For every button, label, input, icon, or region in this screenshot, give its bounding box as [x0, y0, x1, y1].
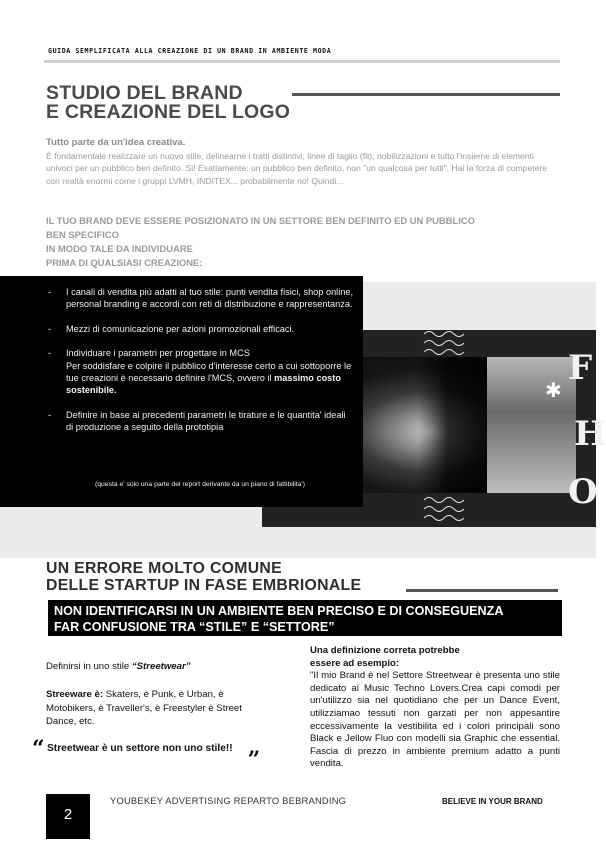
header-divider — [44, 60, 560, 63]
example-heading-2: essere ad esempio: — [310, 657, 400, 669]
positioning-line-1: IL TUO BRAND DEVE ESSERE POSIZIONATO IN UN SETTORE BEN DEFINITO ED UN PUBBLICO — [46, 215, 475, 226]
page-number: 2 — [63, 806, 73, 823]
requirement-item — [48, 347, 354, 397]
intro-heading: Tutto parte da un'idea creativa. — [46, 137, 186, 148]
example-body: "Il mio Brand è nel Settore Streetwear è presenta uno stile dedicato ai Music Techno Lovers.Crea capi comodi per un'utilizzo sia nel quotidiano che per un Dance Event, utilizziamao tessuti non garzati per non appesantire eccessivamente la vestibilita ed i colori principali sono Black e Jellow Fluo con modelli sia Graphic che essential. Fascia di prezzo in ambiente premium adatto a punti vendita. — [310, 670, 560, 770]
bullet-marker: - — [48, 323, 52, 334]
positioning-line-2: BEN SPECIFICO — [46, 229, 119, 240]
banner-line-2: FAR CONFUSIONE TRA “STILE” E “SETTORE” — [54, 620, 335, 634]
requirement-item — [48, 409, 354, 434]
requirement-item — [48, 286, 354, 311]
requirement-text: Mezzi di comunicazione per azioni promozionali efficaci. — [66, 323, 295, 334]
streetwear-description — [46, 688, 266, 729]
logo-letter-f: F — [568, 348, 593, 388]
requirement-text: I canali di vendita più adatti al tuo stile: punti vendita fisici, shop online, personal branding e accordi con reti di distribuzione e rappresentanza. — [66, 287, 354, 310]
positioning-line-4: PRIMA DI QUALSIASI CREAZIONE: — [46, 257, 203, 268]
bullet-marker: - — [48, 409, 52, 420]
footer-slogan: BELIEVE IN YOUR BRAND — [442, 797, 543, 806]
example-heading-1: Una definizione correta potrebbe — [310, 645, 460, 656]
section-title-line-1: UN ERRORE MOLTO COMUNE — [46, 560, 282, 577]
style-name: “Streetwear” — [131, 661, 191, 672]
model-photo-hair — [418, 357, 490, 493]
page-title — [46, 84, 290, 122]
asterisk-icon: ✱ — [545, 380, 562, 402]
intro-paragraph: È fondamentale realizzare un nuovo stile, delinearne i tratti distintivi, linee di taglio (fit), nobilizzazioni e tutto l'insieme di elementi univoci per un pubblico ben definito. Si! Esattamente: un pubblico ben definito, non "un qualcosa per tutti". Hai la forza di competere con realtà enormi come i gruppi LVMH, INDITEX... probabilmente no! Quindi... — [46, 151, 548, 186]
positioning-statement — [46, 214, 566, 270]
title-line-1: STUDIO DEL BRAND — [46, 82, 243, 104]
section-title — [46, 560, 361, 594]
requirement-emphasis: massimo costo sostenibile. — [66, 373, 341, 396]
requirement-text: Per soddisfare e colpire il pubblico d'interesse certo a cui sottoporre le tue creazioni è necessario definire l'MCS, ovvero il — [66, 360, 352, 384]
bullet-marker: - — [48, 287, 52, 297]
warning-banner-text — [54, 603, 559, 635]
quote-open-mark: “ — [32, 736, 45, 762]
running-header: GUIDA SEMPLIFICATA ALLA CREAZIONE DI UN BRAND IN AMBIENTE MODA — [48, 47, 332, 55]
logo-letter-o: O — [568, 472, 598, 512]
banner-line-1: NON IDENTIFICARSI IN UN AMBIENTE BEN PRECISO E DI CONSEGUENZA — [54, 604, 504, 618]
streetwear-label: Streeware è: — [46, 689, 104, 700]
quote-close-mark: „ — [248, 734, 261, 760]
requirement-text: Definire in base ai precedenti parametri le tirature e le quantita' ideali di produzione a seguito della prototipia — [66, 409, 346, 433]
streetwear-body: Skaters, è Punk, è Urban, è Motobikers, è Traveller's, è Freestyler è Street Dance, etc. — [46, 689, 242, 728]
style-definition-prefix: Definirsi in uno stile — [46, 661, 132, 672]
wave-decoration-bottom — [420, 494, 468, 524]
wave-decoration-top — [420, 328, 468, 362]
requirement-item — [48, 323, 354, 335]
style-definition — [46, 661, 191, 672]
title-line-2: E CREAZIONE DEL LOGO — [46, 101, 291, 123]
positioning-line-3: IN MODO TALE DA INDIVIDUARE — [46, 243, 193, 254]
title-divider — [292, 93, 560, 96]
logo-letter-h: H — [574, 414, 606, 454]
requirements-list — [48, 286, 354, 446]
footer-agency: YOUBEKEY ADVERTISING REPARTO BEBRANDING — [110, 795, 347, 806]
pull-quote: Streetwear è un settore non uno stile!! — [47, 743, 233, 754]
feasibility-note: (questa e' solo una parte del report derivante da un piano di fattibilita') — [94, 481, 306, 488]
model-photo-right — [487, 357, 576, 493]
requirement-text: Individuare i parametri per progettare in MCS — [66, 348, 250, 359]
section-title-line-2: DELLE STARTUP IN FASE EMBRIONALE — [46, 577, 362, 594]
section-divider — [406, 589, 558, 592]
example-definition — [310, 645, 560, 771]
bullet-marker: - — [48, 348, 52, 359]
